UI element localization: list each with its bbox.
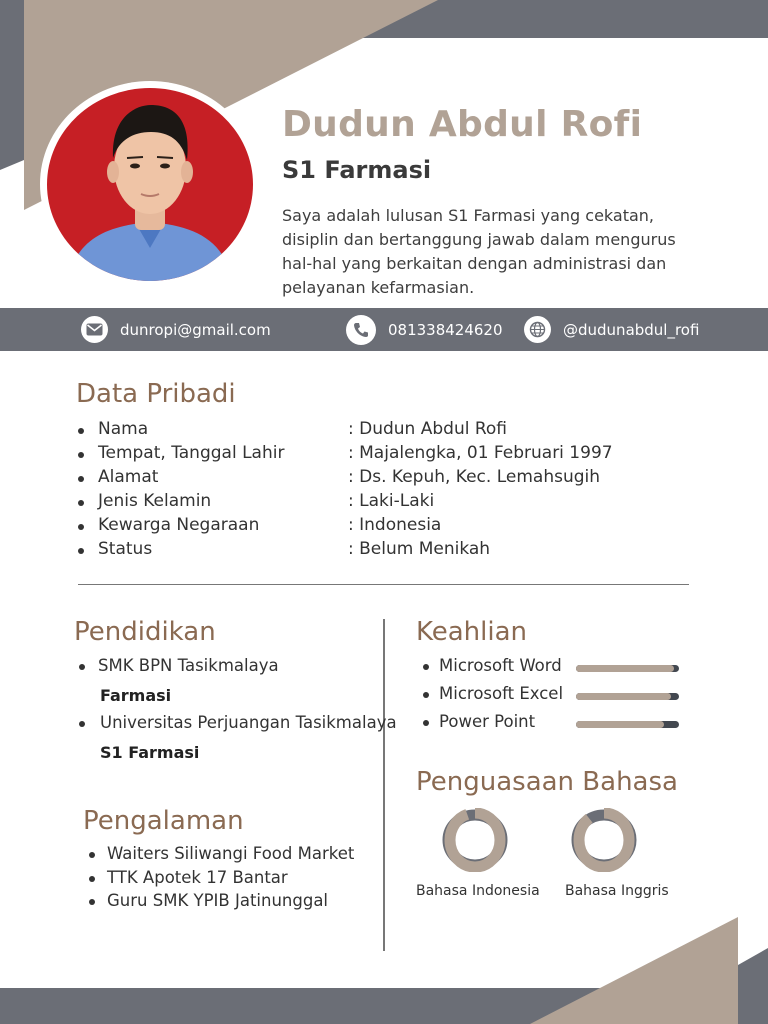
contact-bar — [0, 308, 768, 351]
personal-value: : Ds. Kepuh, Kec. Lemahsugih — [348, 467, 601, 487]
bullet — [78, 524, 84, 530]
skill-level-bar — [576, 665, 679, 672]
skills-heading: Keahlian — [416, 617, 528, 647]
personal-label: Kewarga Negaraan — [98, 515, 260, 535]
bullet — [78, 476, 84, 482]
personal-data-heading: Data Pribadi — [76, 379, 236, 409]
bullet — [78, 548, 84, 554]
language-name: Bahasa Inggris — [565, 883, 669, 899]
personal-label: Jenis Kelamin — [98, 491, 212, 511]
top-left-slate-strip — [0, 0, 24, 170]
bullet — [89, 852, 95, 858]
education-heading: Pendidikan — [74, 617, 216, 647]
skill-level-bar — [576, 693, 679, 700]
globe-icon — [524, 316, 551, 343]
experience-heading: Pengalaman — [83, 806, 244, 836]
bullet — [78, 428, 84, 434]
experience-item: Guru SMK YPIB Jatinunggal — [107, 891, 329, 910]
bullet — [423, 664, 429, 670]
personal-label: Nama — [98, 419, 149, 439]
language-donut-indonesia — [441, 808, 509, 872]
bullet — [79, 664, 85, 670]
phone-icon — [346, 315, 376, 345]
language-donut-inggris — [570, 808, 638, 872]
personal-value: : Belum Menikah — [348, 539, 491, 559]
skill-level-bar — [576, 721, 679, 728]
personal-label: Tempat, Tanggal Lahir — [98, 443, 285, 463]
bullet — [79, 721, 85, 727]
personal-value: : Majalengka, 01 Februari 1997 — [348, 443, 613, 463]
email-icon — [81, 316, 108, 343]
education-school: Universitas Perjuangan Tasikmalaya — [100, 713, 397, 732]
bottom-slate-corner — [738, 948, 768, 1024]
column-divider — [383, 619, 385, 951]
language-name: Bahasa Indonesia — [416, 883, 540, 899]
experience-item: Waiters Siliwangi Food Market — [107, 844, 355, 863]
skill-level-fill — [576, 665, 674, 672]
degree-title: S1 Farmasi — [282, 156, 432, 184]
bullet — [89, 899, 95, 905]
languages-heading: Penguasaan Bahasa — [416, 767, 678, 797]
person-name: Dudun Abdul Rofi — [282, 104, 643, 145]
contact-email[interactable] — [81, 308, 271, 351]
phone-text: 081338424620 — [388, 320, 503, 339]
bullet — [78, 452, 84, 458]
bullet — [78, 500, 84, 506]
personal-value: : Laki-Laki — [348, 491, 435, 511]
contact-social[interactable] — [524, 308, 699, 351]
section-divider — [78, 584, 689, 585]
education-school: SMK BPN Tasikmalaya — [98, 656, 279, 675]
skill-name: Microsoft Excel — [439, 684, 564, 703]
skill-name: Microsoft Word — [439, 656, 562, 675]
donut-fill — [579, 813, 629, 867]
email-text: dunropi@gmail.com — [120, 320, 271, 339]
bottom-beige-triangle — [530, 917, 738, 1024]
bullet — [423, 720, 429, 726]
personal-label: Alamat — [98, 467, 159, 487]
social-text: @dudunabdul_rofi — [563, 320, 700, 339]
education-major: S1 Farmasi — [100, 743, 200, 762]
personal-label: Status — [98, 539, 153, 559]
education-major: Farmasi — [100, 686, 172, 705]
bullet — [89, 876, 95, 882]
personal-value: : Dudun Abdul Rofi — [348, 419, 508, 439]
profile-summary: Saya adalah lulusan S1 Farmasi yang cekatan, disiplin dan bertanggung jawab dalam mengurus hal-hal yang berkaitan dengan administrasi dan pelayanan kefarmasian. — [282, 206, 676, 297]
skill-name: Power Point — [439, 712, 536, 731]
donut-fill — [450, 813, 500, 867]
profile-photo — [47, 88, 253, 281]
skill-level-fill — [576, 721, 664, 728]
personal-value: : Indonesia — [348, 515, 442, 535]
bullet — [423, 692, 429, 698]
skill-level-fill — [576, 693, 671, 700]
experience-item: TTK Apotek 17 Bantar — [107, 868, 288, 887]
contact-phone[interactable] — [346, 308, 503, 351]
